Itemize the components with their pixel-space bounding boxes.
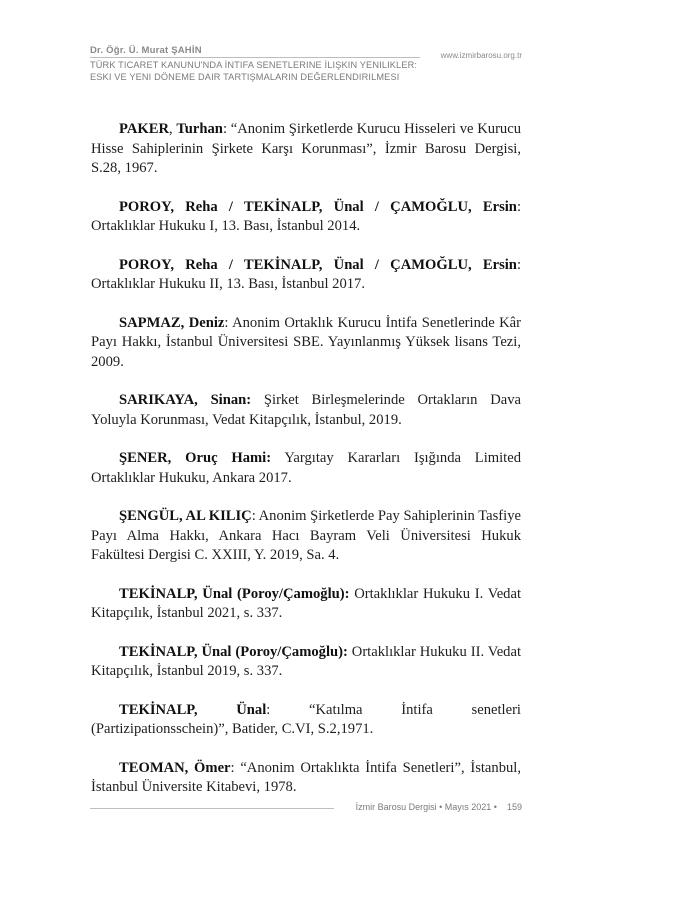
bibliography-entry: POROY, Reha / TEKİNALP, Ünal / ÇAMOĞLU, Ersin: Ortaklıklar Hukuku I, 13. Bası, İstanbul 2014. [91,198,521,234]
bibliography-entry: TEKİNALP, Ünal: “Katılma İntifa senetleri (Partizipationsschein)”, Batider, C.VI, S.2,1971. [91,701,521,737]
article-title-line-1: TÜRK TICARET KANUNU'NDA İNTIFA SENETLERINE İLIŞKIN YENILIKLER: [90,60,418,70]
bibliography-entry: TEKİNALP, Ünal (Poroy/Çamoğlu): Ortaklıklar Hukuku II. Vedat Kitapçılık, İstanbul 2019, s. 337. [91,643,521,679]
website-url: www.izmirbarosu.org.tr [440,51,522,60]
bibliography-entry: PAKER, Turhan: “Anonim Şirketlerde Kurucu Hisseleri ve Kurucu Hisse Sahiplerinin Şirkete Karşı Korunması”, İzmir Barosu Dergisi, S.28, 1967. [91,121,521,176]
footer-divider [90,808,334,809]
page-number: 159 [506,802,522,812]
bibliography-entry: TEKİNALP, Ünal (Poroy/Çamoğlu): Ortaklıklar Hukuku I. Vedat Kitapçılık, İstanbul 2021, s. 337. [91,585,522,621]
bibliography-entry: ŞENGÜL, AL KILIÇ: Anonim Şirketlerde Pay Sahiplerinin Tasfiye Payı Alma Hakkı, Ankara Hacı Bayram Veli Üniversitesi Hukuk Fakültesi Dergisi C. XXIII, Y. 2019, Sa. 4. [91,508,521,563]
author-name: Dr. Öğr. Ü. Murat ŞAHİN [90,45,202,56]
bibliography-entry: TEOMAN, Ömer: “Anonim Ortaklıkta İntifa Senetleri”, İstanbul, İstanbul Üniversite Kitabevi, 1978. [91,759,521,795]
bibliography-entry: SAPMAZ, Deniz: Anonim Ortaklık Kurucu İntifa Senetlerinde Kâr Payı Hakkı, İstanbul Üniversitesi SBE. Yayınlanmış Yüksek lisans Tezi, 2009. [91,314,521,370]
bibliography-list [91,120,521,817]
page-footer [90,800,522,820]
bibliography-entry: POROY, Reha / TEKİNALP, Ünal / ÇAMOĞLU, Ersin: Ortaklıklar Hukuku II, 13. Bası, İstanbul 2017. [91,256,521,292]
bibliography-entry: SARIKAYA, Sinan: Şirket Birleşmelerinde Ortakların Dava Yoluyla Korunması, Vedat Kitapçılık, İstanbul, 2019. [91,392,521,428]
header-divider [90,57,420,58]
journal-name: İzmir Barosu Dergisi • Mayıs 2021 • [355,802,497,812]
page-header [90,44,522,83]
bibliography-entry: ŞENER, Oruç Hami: Yargıtay Kararları Işığında Limited Ortaklıklar Hukuku, Ankara 2017. [91,450,521,486]
article-title-line-2: ESKI VE YENI DÖNEME DAIR TARTIŞMALARIN DEĞERLENDIRILMESI [90,72,400,82]
